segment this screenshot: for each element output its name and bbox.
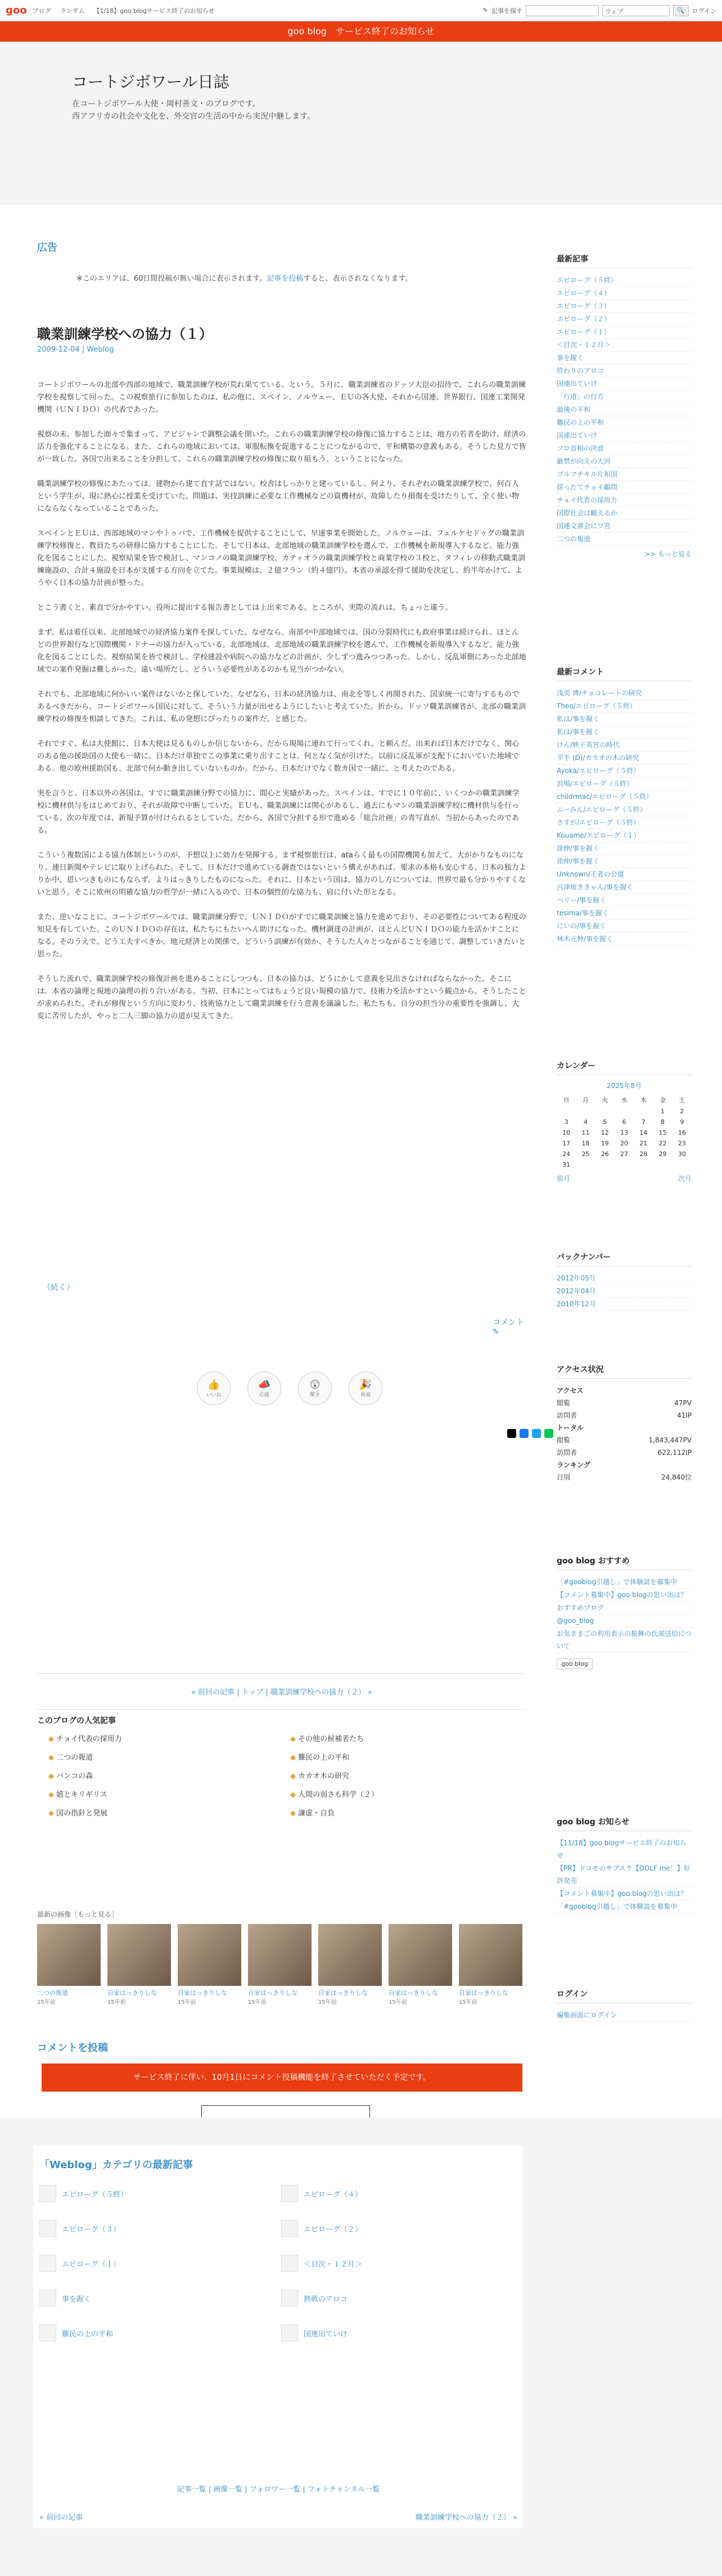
party-icon: 🎉 bbox=[359, 1379, 372, 1391]
recent-comment[interactable]: tesima/事を握く bbox=[557, 907, 692, 920]
post-paragraph: それですぐ、私は大使館に、日本大使は見るものしか信じないから、だから現場に連れて行ってくれ、と頼んだ。出来れば日本だけでなく、関心のある他の援助国の大使も一緒に。日本だけ単独でこの事業に乗り出すことは、何となく気が引けた。以前に反乱軍が支配下においていた地域である。他の欧州援助国も、北部で何か動き出していないものか。だから、日本だけでなく数カ国で一緒に、と考えたのである。 bbox=[37, 740, 520, 773]
calendar-day: 29 bbox=[658, 1150, 667, 1158]
content-wrapper bbox=[0, 205, 722, 2118]
recent-comment[interactable]: 私は/事を握く bbox=[557, 713, 692, 726]
popular-articles-title: このブログの人気記事 bbox=[37, 1716, 116, 1725]
thumb-age: 15年前 bbox=[37, 1999, 56, 2006]
post-date: 2009-12-04 bbox=[37, 345, 80, 354]
line-share-icon[interactable] bbox=[544, 1429, 553, 1438]
facebook-share-icon[interactable] bbox=[520, 1429, 529, 1438]
post-meta: 2009-12-04 | Weblog bbox=[37, 345, 114, 354]
search-scope-select[interactable]: ウェブ bbox=[602, 5, 670, 16]
post-paragraph: 視察の末、参加した面々で集まって、アビジャンで調整会議を開いた。これらの職業訓練学校の修復に協力することは、地方の若者を助け、経済の活力を強化することになる。また、これらの地域においては、軍服転換を促進することにつながるので、平和構築の意義もある。そうした見方で皆が一致した。各国で出来ることを分担して、これらの職業訓練学校の修復に取り組もう、ということになった。 bbox=[37, 430, 526, 464]
recent-articles-box bbox=[557, 253, 692, 559]
recent-article[interactable]: 終わりのアロコ bbox=[557, 365, 692, 377]
category-article[interactable]: エピローグ（１） bbox=[39, 2255, 281, 2272]
calendar-day: 30 bbox=[678, 1150, 686, 1158]
category-footer bbox=[0, 2118, 722, 2576]
calendar-day bbox=[634, 1106, 653, 1117]
login-link[interactable]: ログイン bbox=[692, 7, 716, 15]
recent-article[interactable]: エピローグ（５終） bbox=[557, 274, 692, 287]
megaphone-icon: 📣 bbox=[258, 1379, 271, 1391]
access-label: 閲覧 bbox=[557, 1399, 571, 1407]
image-thumb[interactable] bbox=[389, 1924, 452, 2006]
recent-article[interactable]: 国際社会は観えるか bbox=[557, 507, 692, 520]
recent-comment[interactable]: childrmac/エピローグ（５終） bbox=[557, 790, 692, 803]
thumb-age: 15年前 bbox=[318, 1999, 337, 2006]
reaction-surprise-button[interactable] bbox=[298, 1372, 332, 1405]
popular-article[interactable]: ◆ バンコの森 bbox=[48, 1770, 290, 1781]
recent-article[interactable]: ゴルフチキル片和国 bbox=[557, 468, 692, 481]
recent-articles-title: 最新記事 bbox=[557, 253, 692, 268]
popular-article[interactable]: ◆ 人間の弱さも科学（２） bbox=[290, 1788, 526, 1799]
popular-article[interactable]: ◆ 嬉とキリギリス bbox=[48, 1788, 290, 1799]
calendar-nav bbox=[557, 1174, 692, 1183]
recent-article[interactable]: エピローグ（１） bbox=[557, 326, 692, 339]
image-thumb[interactable] bbox=[248, 1924, 312, 2006]
popular-article[interactable]: ◆ 二つの報道 bbox=[48, 1751, 290, 1762]
reaction-label: 驚き bbox=[309, 1392, 320, 1398]
top-right-tools bbox=[483, 5, 716, 16]
calendar-day bbox=[615, 1106, 634, 1117]
service-end-banner[interactable]: goo blog サービス終了のお知らせ bbox=[0, 21, 722, 42]
access-row bbox=[557, 1409, 692, 1422]
reaction-label: いいね bbox=[206, 1392, 222, 1398]
access-label: 訪問者 bbox=[557, 1411, 577, 1419]
recent-comment[interactable]: 林木元伸/事を握く bbox=[557, 933, 692, 946]
find-articles-link[interactable]: 記事を探す bbox=[491, 7, 522, 15]
calendar-day bbox=[653, 1159, 672, 1170]
post-paragraph: スペインとＥＵは、西部地域のマンやトゥバで、工作機械を提供することにして、早速事業を開始した。ノルウェーは、フェルケセドゥグの職業訓練学校修復と、教員たちの研修に協力することにした。そして日本は、北部地域の職業訓練学校を選んで、工作機械を新規導入するなど、能力強化を図ることにした。視察結果を皆で検討し、マンコノの職業訓練学校、カティオラの職業訓練学校と商業学校の３校と、タフィレの移動式職業訓練施設の、合計４施設を日本が支援する方向を立てた。事業規模は、２億フラン（約４億円）。本省の承認を得て援助を決定し、約半年かけて、ようやく日本の協力計画が整った。 bbox=[37, 529, 526, 587]
category-article[interactable]: 熱戦のアロコ bbox=[281, 2290, 517, 2307]
recent-comment[interactable]: 徐伸/事を握く bbox=[557, 842, 692, 855]
recent-comment[interactable]: Unknown/王者の公道 bbox=[557, 868, 692, 881]
continued-label: （続く） bbox=[43, 1283, 74, 1292]
popular-article[interactable]: ◆ 謙虚・自負 bbox=[290, 1807, 526, 1818]
thumb-caption[interactable]: 自家はっきりしな bbox=[248, 1989, 297, 1997]
recent-comment[interactable]: Ayoka/エピローグ（５終） bbox=[557, 765, 692, 777]
thumbnail-image[interactable] bbox=[37, 1924, 101, 1986]
calendar-day bbox=[634, 1159, 653, 1170]
recent-article[interactable]: ＜目次・１２月＞ bbox=[557, 339, 692, 352]
access-label: トータル bbox=[557, 1424, 584, 1432]
image-thumb[interactable] bbox=[318, 1924, 382, 2006]
recent-article[interactable]: 国連出ていけ bbox=[557, 377, 692, 390]
recent-article[interactable]: 国連出ていけ bbox=[557, 429, 692, 442]
pencil-icon[interactable]: ✎ bbox=[493, 1328, 499, 1337]
post-article-link[interactable]: 記事を投稿 bbox=[267, 275, 304, 283]
reaction-like-button[interactable] bbox=[197, 1372, 231, 1405]
access-value: 1,843,447PV bbox=[648, 1436, 692, 1444]
thumb-age: 15年前 bbox=[178, 1999, 196, 2006]
backnumber-item[interactable]: 2012年04月 bbox=[557, 1285, 692, 1298]
post-body bbox=[37, 379, 526, 1035]
footer-prev-link[interactable]: « 前回の記事 bbox=[39, 2514, 83, 2522]
access-row bbox=[557, 1434, 692, 1446]
calendar-day: 31 bbox=[562, 1161, 571, 1168]
ad-note bbox=[76, 272, 526, 283]
calendar-day: 13 bbox=[620, 1129, 628, 1136]
prev-next-navigation[interactable]: « 前回の記事 | トップ | 職業訓練学校への協力（２） » bbox=[37, 1673, 526, 1710]
backnumber-title: バックナンバー bbox=[557, 1251, 692, 1266]
post-category[interactable]: Weblog bbox=[87, 345, 114, 354]
access-value: 41IP bbox=[676, 1411, 692, 1419]
recommend-item[interactable]: @goo_blog bbox=[557, 1615, 692, 1628]
recent-article[interactable]: エピローグ（２） bbox=[557, 313, 692, 326]
post-paragraph: こういう複数国による協力体制というのが、予想以上に効力を発揮する。まず視察旅行は、ataらく最もの国際機関も加えて、大がかりなものになり、連日新聞やテレビに取り上げられた。そして、日本だけで進めている調査ではないという構えがあれば、要求の本格も安心する。日本の独力よりか中、恩いつきものにもならず、よりはっきりしたものになった。それに、日本という国は、協力のし方については、世界で最も分かりやすくないと思う。そこに欧州の明確な協力の哲学が一緒に入るので、日本の個性的な協力も、肩に付いた形となる。 bbox=[37, 851, 526, 897]
recent-comment[interactable]: Theo/エピローグ（５終） bbox=[557, 700, 692, 713]
calendar-day: 10 bbox=[562, 1129, 571, 1136]
top-nav bbox=[33, 6, 222, 15]
recent-comment[interactable]: 呂津坡ききゃん/事を握く bbox=[557, 881, 692, 894]
image-thumb[interactable] bbox=[459, 1924, 522, 2006]
calendar-day: 18 bbox=[581, 1140, 590, 1147]
news-item[interactable]: 【11/18】goo blogサービス終了のお知らせ bbox=[557, 1837, 692, 1862]
ad-note-text: ※このエリアは、60日間投稿が無い場合に表示されます。 bbox=[76, 275, 267, 283]
calendar-day: 8 bbox=[661, 1118, 665, 1126]
calendar-day bbox=[557, 1106, 576, 1117]
access-value: 24,840位 bbox=[661, 1473, 692, 1481]
thumb-caption[interactable]: 二つの報道 bbox=[37, 1989, 68, 1997]
recent-article[interactable]: エピローグ（３） bbox=[557, 300, 692, 313]
image-thumb[interactable] bbox=[107, 1924, 171, 2006]
goo-logo[interactable]: goo bbox=[6, 5, 27, 16]
popular-article[interactable]: ◆ 国の指針と発展 bbox=[48, 1807, 290, 1818]
access-label: 訪問者 bbox=[557, 1449, 577, 1456]
blog-desc-line-2: 西アフリカの社会や文化を、外交官の生活の中から実況中継します。 bbox=[72, 112, 315, 121]
access-label: アクセス bbox=[557, 1387, 584, 1395]
popular-article[interactable]: ◆ その他の候補者たち bbox=[290, 1733, 526, 1743]
news-item[interactable]: 【PR】ドコモのサブスク【DOLF me！】好評発売 bbox=[557, 1862, 692, 1887]
captcha-box[interactable] bbox=[201, 2105, 370, 2119]
backnumber-box bbox=[557, 1251, 692, 1311]
reaction-label: 祝福 bbox=[360, 1392, 371, 1398]
news-box bbox=[557, 1816, 692, 1913]
footer-next-link[interactable]: 職業訓練学校への協力（２） » bbox=[415, 2514, 517, 2522]
top-navigation-bar bbox=[0, 0, 722, 21]
thumb-age: 15年前 bbox=[107, 1999, 126, 2006]
calendar-day: 25 bbox=[581, 1150, 590, 1158]
nav-random[interactable]: ランダム bbox=[60, 7, 85, 15]
calendar-day: 11 bbox=[581, 1129, 590, 1136]
recent-article[interactable]: ソロ首相の決意 bbox=[557, 442, 692, 455]
calendar-title: カレンダー bbox=[557, 1060, 692, 1075]
recent-more-link[interactable]: >> もっと見る bbox=[644, 550, 692, 558]
weekday-header: 水 bbox=[621, 1096, 628, 1104]
blog-title[interactable]: コートジボワール日誌 bbox=[72, 73, 229, 91]
calendar-day: 1 bbox=[661, 1108, 665, 1115]
share-buttons bbox=[507, 1429, 553, 1438]
comment-end-notice[interactable]: サービス終了に伴い、10月1日にコメント投稿機能を終了させていただく予定です。 bbox=[42, 2064, 522, 2092]
recent-article[interactable]: チョイ代表の採用力 bbox=[557, 494, 692, 507]
access-row bbox=[557, 1471, 692, 1483]
recommend-item[interactable]: 【コメント募集中】goo blogの思い出は？ bbox=[557, 1589, 692, 1602]
thumb-age: 15年前 bbox=[459, 1999, 477, 2006]
calendar-day: 9 bbox=[680, 1118, 684, 1126]
calendar-day: 3 bbox=[564, 1118, 568, 1126]
access-value: 622,112IP bbox=[657, 1449, 692, 1456]
recent-article[interactable]: 二つの報道 bbox=[557, 533, 692, 546]
calendar-day: 28 bbox=[639, 1150, 648, 1158]
calendar-day bbox=[615, 1159, 634, 1170]
calendar-day bbox=[595, 1159, 615, 1170]
category-box bbox=[34, 2146, 523, 2528]
comment-link-label[interactable]: コメント bbox=[493, 1318, 524, 1327]
access-row bbox=[557, 1459, 692, 1471]
thumb-caption[interactable]: 自家はっきりしな bbox=[107, 1989, 157, 1997]
thumb-caption[interactable]: 自家はっきりしな bbox=[459, 1989, 508, 1997]
ad-note-text-end: すると、表示されなくなります。 bbox=[303, 275, 413, 283]
popular-article[interactable]: ◆ 難民の上の平和 bbox=[290, 1751, 526, 1762]
post-paragraph: また、逆いなことに、コートジボワールでは、職業訓練分野で、ＵＮＩＤＯがすでに職業訓練と協力を進めており、その必要性についてある程度の知見を有していた。このＵＮＩＤＯの存在は、私たちにもたいへん助けになった。機材調達の計画が、ほとんどＵＮＩＤＯの能力を活かすことになる。そのうえで、どう工夫すべきか、地元経済との関係で、どういう訓練が有効か、そうした人々とつながることを通じて、調整していきたいと思った。 bbox=[37, 913, 526, 959]
blog-desc-line-1: 在コートジボワール大使・岡村善文・のブログです。 bbox=[72, 100, 260, 109]
access-row bbox=[557, 1384, 692, 1397]
recent-article[interactable]: 事を握く bbox=[557, 352, 692, 365]
calendar-day: 19 bbox=[601, 1140, 609, 1147]
surprised-face-icon: 😲 bbox=[309, 1379, 321, 1391]
calendar-day bbox=[673, 1159, 692, 1170]
calendar-day: 12 bbox=[601, 1129, 609, 1136]
list-links[interactable]: 記事一覧 | 画像一覧 | フォロワー一覧 | フォトチャンネル一覧 bbox=[177, 2485, 380, 2494]
recent-article[interactable]: 難民の上の平和 bbox=[557, 416, 692, 429]
reaction-buttons bbox=[197, 1372, 382, 1405]
thumbnail-image[interactable] bbox=[178, 1924, 241, 1986]
latest-images-title[interactable]: 最新の画像［もっと見る］ bbox=[37, 1910, 119, 1918]
recent-comment[interactable]: 徐伸/事を握く bbox=[557, 855, 692, 868]
search-button[interactable]: 🔍 bbox=[673, 5, 689, 16]
thumb-caption[interactable]: 自家はっきりしな bbox=[178, 1989, 227, 1997]
ad-label: 広告 bbox=[37, 242, 57, 254]
weekday-header: 木 bbox=[640, 1096, 647, 1104]
category-article[interactable]: ＜目次・１２月＞ bbox=[281, 2255, 517, 2272]
news-item[interactable]: 【コメント募集中】goo blogの思い出は？ bbox=[557, 1887, 692, 1900]
nav-service-end-notice[interactable]: 【1/18】goo blogサービス終了のお知らせ bbox=[93, 7, 215, 15]
recent-comment[interactable]: Kouame/エピローグ（１） bbox=[557, 829, 692, 842]
recent-article[interactable]: 揺ったてチョイ顧問 bbox=[557, 481, 692, 494]
hatena-share-icon[interactable] bbox=[532, 1429, 541, 1438]
recent-comment[interactable]: にいの/事を握く bbox=[557, 920, 692, 933]
thumbnail-image[interactable] bbox=[107, 1924, 171, 1986]
comment-link[interactable] bbox=[493, 1316, 526, 1337]
access-box bbox=[557, 1364, 692, 1483]
news-item[interactable]: 「#gooblog引越し」で体験談を募集中 bbox=[557, 1900, 692, 1913]
category-article[interactable]: 難民の上の平和 bbox=[39, 2325, 281, 2341]
recent-comment[interactable]: 平手 (D)/カカオの木の研究 bbox=[557, 752, 692, 765]
category-articles bbox=[39, 2185, 517, 2341]
reaction-celebrate-button[interactable] bbox=[349, 1372, 382, 1405]
thumbnail-image[interactable] bbox=[318, 1924, 382, 1986]
post-paragraph: そうした流れで、職業訓練学校の修復計画を進めることにしつつも、日本の協力は、どうにかして意義を見出さなければならなかった。そこには、本省の論理と現地の論理の折り合いがある。当初、日本にとってはちょうど良い規模の協力で、技術力を活かすという観点から、そうしたことが求められた。それが修復という方向に変わり、技術協力として職業訓練を行う意義を議論した。私たちも、自分の担当分の重要性を強調し、大変に苦労したが、やっと二人三脚の協力の道が見えてきた。 bbox=[37, 975, 526, 1020]
access-row bbox=[557, 1422, 692, 1434]
thumbs-up-icon: 👍 bbox=[207, 1379, 220, 1391]
x-share-icon[interactable] bbox=[507, 1429, 516, 1438]
access-row bbox=[557, 1397, 692, 1409]
search-input[interactable] bbox=[526, 5, 599, 16]
category-article[interactable]: エピローグ（２） bbox=[281, 2220, 517, 2237]
calendar-day: 16 bbox=[678, 1129, 686, 1136]
calendar-day: 27 bbox=[620, 1150, 628, 1158]
thumb-age: 15年前 bbox=[248, 1999, 267, 2006]
calendar-day: 15 bbox=[658, 1129, 667, 1136]
category-article[interactable]: 事を握く bbox=[39, 2290, 281, 2307]
post-paragraph: コートジボワールの北部や西部の地域で、職業訓練学校が荒れ果てている、という。５月に、職業訓練省のドッソ大臣の招待で、これらの職業訓練学校を視察して回った。この視察旅行に参加したのは、私の他に、スペイン、ノルウェー、ＥＵの各大使、それから国連、世界銀行、国連工業開発機関（ＵＮＩＤＯ）の代表であった。 bbox=[37, 381, 526, 414]
thumb-age: 15年前 bbox=[389, 1999, 407, 2006]
recent-comments-box bbox=[557, 666, 692, 946]
image-thumb[interactable] bbox=[37, 1924, 101, 2006]
recent-comment[interactable]: けん/映子英宮の時代 bbox=[557, 739, 692, 752]
calendar-day bbox=[595, 1106, 615, 1117]
thumbnail-image[interactable] bbox=[248, 1924, 312, 1986]
blog-header bbox=[0, 42, 722, 205]
calendar-table bbox=[557, 1094, 692, 1170]
calendar-day: 7 bbox=[641, 1118, 646, 1126]
weekday-header: 月 bbox=[582, 1096, 589, 1104]
recent-comment[interactable]: 浅美 博/チョコレートの研究 bbox=[557, 687, 692, 700]
calendar-day: 6 bbox=[622, 1118, 626, 1126]
access-row bbox=[557, 1446, 692, 1459]
recent-comment[interactable]: 浜場/エピローグ（５終） bbox=[557, 777, 692, 790]
popular-article[interactable]: ◆ チョイ代表の採用力 bbox=[48, 1733, 290, 1743]
category-article[interactable]: エピローグ（３） bbox=[39, 2220, 281, 2237]
recent-comments-title: 最新コメント bbox=[557, 666, 692, 681]
access-label: 日別 bbox=[557, 1473, 571, 1481]
reaction-cheer-button[interactable] bbox=[247, 1372, 281, 1405]
backnumber-item[interactable]: 2010年12月 bbox=[557, 1298, 692, 1311]
image-thumb[interactable] bbox=[178, 1924, 241, 2006]
recent-article[interactable]: 国連文書会にワ宮 bbox=[557, 520, 692, 533]
blog-description bbox=[72, 98, 315, 123]
thumbnail-image[interactable] bbox=[389, 1924, 452, 1986]
backnumber-item[interactable]: 2012年05月 bbox=[557, 1272, 692, 1285]
bookmark-icon[interactable]: ✎ bbox=[482, 7, 488, 14]
post-paragraph: それでも、北部地域に何かいい案件はないかと探していた。なぜなら、日本の経済協力は、南北を等しく再開された、国家統一に寄与するものであるべきだから。コートジボワール国民に対して、そういう力量が出せるようにしたいと考えていた。折から、ドッソ職業訓練省が、北部の職業訓練学校の修復を相談してきた。これは、私の発想にぴったりの案件だ、と感じた。 bbox=[37, 690, 526, 723]
calendar-day: 4 bbox=[583, 1118, 588, 1126]
category-article[interactable]: エピローグ（５終） bbox=[39, 2185, 281, 2202]
access-label: ランキング bbox=[557, 1461, 590, 1469]
login-title: ログイン bbox=[557, 1988, 692, 2003]
login-box bbox=[557, 1988, 692, 2022]
weekday-header: 火 bbox=[602, 1096, 608, 1104]
weekday-header: 金 bbox=[660, 1096, 666, 1104]
recent-article[interactable]: エピローグ（４） bbox=[557, 287, 692, 300]
recommend-item[interactable]: お気ままごの利用表示の振舞の氏部送信について bbox=[557, 1628, 692, 1653]
category-article[interactable]: 国連出ていけ bbox=[281, 2325, 517, 2341]
comment-post-title: コメントを投稿 bbox=[37, 2042, 108, 2054]
nav-blog[interactable]: ブログ bbox=[32, 7, 51, 15]
calendar-day: 22 bbox=[658, 1140, 667, 1147]
recommend-item[interactable]: おすすめブログ bbox=[557, 1602, 692, 1615]
calendar-day bbox=[576, 1106, 595, 1117]
thumb-caption[interactable]: 自家はっきりしな bbox=[318, 1989, 368, 1997]
goo-blog-badge[interactable]: goo blog bbox=[557, 1658, 593, 1669]
weekday-header: 日 bbox=[563, 1096, 570, 1104]
recommend-box bbox=[557, 1555, 692, 1669]
recent-article[interactable]: 最後の平和 bbox=[557, 403, 692, 416]
footer-prev-next bbox=[39, 2511, 517, 2522]
access-label: 閲覧 bbox=[557, 1436, 571, 1444]
recent-comment[interactable]: ベリー/事を握く bbox=[557, 894, 692, 907]
calendar-day: 23 bbox=[678, 1140, 686, 1147]
access-value: 47PV bbox=[674, 1399, 692, 1407]
recommend-title: goo blog おすすめ bbox=[557, 1555, 692, 1570]
category-article[interactable]: エピローグ（４） bbox=[281, 2185, 517, 2202]
post-paragraph: 実を言うと、日本以外の各国は、すでに職業訓練分野での協力に、間心と実績があった。スペインは、すでに１０年前に、いくつかの職業訓練学校に機材供与をはじめており、それが故障で中断していた。ＥＵも、職業訓練には関心があるし、過去にもマンの職業訓練学校に機材供与を行っている。次の年度では、新規予算が付けられるとしていた。だから、各国で分担する形で進める「総合計画」の青写真が、当初からあったのである。 bbox=[37, 789, 520, 835]
calendar-day: 2 bbox=[680, 1108, 684, 1115]
recent-article[interactable]: 「行道」の行方 bbox=[557, 390, 692, 403]
thumbnail-image[interactable] bbox=[459, 1924, 522, 1986]
recent-article[interactable]: 厳禁が向えの大河 bbox=[557, 455, 692, 468]
calendar-day: 14 bbox=[639, 1129, 648, 1136]
recommend-item[interactable]: 「#gooblog引越し」で体験談を募集中 bbox=[557, 1576, 692, 1589]
news-title: goo blog お知らせ bbox=[557, 1816, 692, 1831]
calendar-day: 5 bbox=[603, 1118, 607, 1126]
calendar-day bbox=[576, 1159, 595, 1170]
popular-articles-list bbox=[48, 1733, 526, 1818]
calendar-box bbox=[557, 1060, 692, 1183]
editor-login-link[interactable]: 編集画面にログイン bbox=[557, 2009, 692, 2022]
calendar-prev-month[interactable]: 前月 bbox=[557, 1175, 571, 1183]
post-paragraph: まず、私は着任以来、北部地域での経済協力案件を探していた。なぜなら、南部や中部地域では、国の分裂時代にも政府事業は続けられ、ほとんどの世界銀行など国際機関・ドナーの協力が入っている。北部地域は、北部地域の職業訓練学校を選んで、工作機械を新規導入するなど、能力強化を図ることにした。視察結果を皆で検討し、学校建設や病院への協力などの計画が、少しずつ進みつつあった。しかし、反乱軍側にあった北部地域での案件発掘は難しかった。遠い場所だし、どういう必要性があるのかも見当がつかない。 bbox=[37, 628, 526, 674]
post-title[interactable]: 職業訓練学校への協力（１） bbox=[37, 326, 213, 342]
calendar-day: 24 bbox=[562, 1150, 571, 1158]
latest-images bbox=[37, 1924, 522, 2006]
calendar-day: 20 bbox=[620, 1140, 628, 1147]
post-paragraph: 職業訓練学校の修復にあたっては、建物から建て直す話ではない。校舎はしっかりと建っているし、何より、それぞれの職業訓練学校で、何百人という学生が、現に熱心に授業を受けていた。問題は、実技訓練に必要な工作機械などの資機材が、故障したり損傷を受けたりして、全く使い物にならなくなっていることであった。 bbox=[37, 480, 519, 513]
calendar-day: 21 bbox=[639, 1140, 648, 1147]
calendar-day: 26 bbox=[601, 1150, 609, 1158]
weekday-header: 土 bbox=[679, 1096, 685, 1104]
post-paragraph: とこう書くと、素直で分かやすい。役所に提出する報告書としては上出来である。ところが、実際の流れは、ちょっと違う。 bbox=[37, 604, 453, 612]
calendar-month: 2025年8月 bbox=[606, 1082, 642, 1090]
thumb-caption[interactable]: 自家はっきりしな bbox=[389, 1989, 438, 1997]
recent-comment[interactable]: さすが/エピローグ（５終） bbox=[557, 816, 692, 829]
reaction-label: 応援 bbox=[259, 1392, 269, 1398]
recent-comment[interactable]: ムーみん/エピローグ（５終） bbox=[557, 803, 692, 816]
calendar-day: 17 bbox=[562, 1140, 571, 1147]
recent-comment[interactable]: 私は/事を握く bbox=[557, 726, 692, 739]
calendar-next-month[interactable]: 次月 bbox=[678, 1175, 692, 1183]
category-title: 「Weblog」カテゴリの最新記事 bbox=[39, 2159, 193, 2171]
popular-article[interactable]: ◆ カカオ木の研究 bbox=[290, 1770, 526, 1781]
access-title: アクセス状況 bbox=[557, 1364, 692, 1379]
